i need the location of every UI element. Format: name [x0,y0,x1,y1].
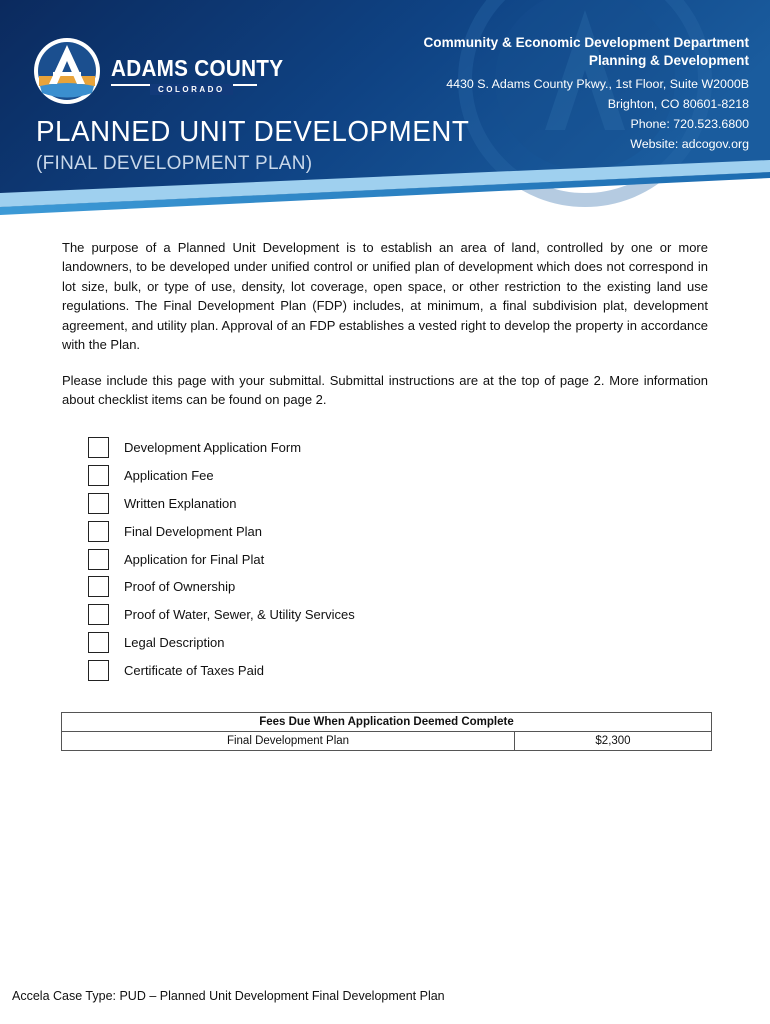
fee-table-header-row [62,713,712,732]
phone-number: Phone: 720.523.6800 [630,117,749,131]
fee-item: Final Development Plan [62,732,515,751]
accela-case-type: Accela Case Type: PUD – Planned Unit Development Final Development Plan [12,989,445,1003]
checklist-item [88,434,355,462]
intro-paragraph: The purpose of a Planned Unit Development is to establish an area of land, controlled by one or more landowners, to be developed under unified control or unified plan of development which does not correspond in lot size, bulk, or type of use, density, lot coverage, open space, or other restriction to the existing land use regulations. The Final Development Plan (FDP) includes, at minimum, a final subdivision plat, development agreement, and utility plan. Approval of an FDP establishes a vested right to develop the property in accordance with the Plan. [62,240,708,353]
checklist-item [88,462,355,490]
checklist-item [88,545,355,573]
checklist-item-label: Written Explanation [124,495,237,511]
checklist-item-label: Application Fee [124,468,214,484]
fee-amount: $2,300 [515,732,712,751]
checkbox[interactable] [88,465,109,486]
checklist-item-label: Proof of Ownership [124,579,236,595]
checklist-item [88,656,355,684]
fee-table-row [62,732,712,751]
fee-table [61,712,712,751]
checkbox[interactable] [88,632,109,653]
checklist-item [88,629,355,657]
checklist-item-label: Legal Description [124,634,225,650]
county-name: ADAMS COUNTY [111,55,284,81]
state-name: COLORADO [150,84,233,95]
contact-block [423,34,749,154]
website[interactable]: Website: adcogov.org [630,137,749,151]
checklist-item-label: Development Application Form [124,440,302,456]
street-address: 4430 S. Adams County Pkwy., 1st Floor, Suite W2000B [446,77,749,91]
adams-county-logo [32,36,102,106]
checkbox[interactable] [88,493,109,514]
header-banner [0,0,770,225]
checklist-item-label: Certificate of Taxes Paid [124,662,264,678]
checklist-item [88,573,355,601]
checklist-item [88,517,355,545]
division-name: Planning & Development [588,53,749,68]
checkbox[interactable] [88,549,109,570]
submittal-instructions: Please include this page with your submittal. Submittal instructions are at the top of page 2. More information about checklist items can be found on page 2. [62,373,708,408]
fee-table-heading: Fees Due When Application Deemed Complete [62,713,712,732]
checkbox[interactable] [88,604,109,625]
checklist-item-label: Final Development Plan [124,523,263,539]
checklist-item [88,490,355,518]
submittal-checklist [88,434,355,684]
page-subtitle: (FINAL DEVELOPMENT PLAN) [36,153,313,174]
checkbox[interactable] [88,521,109,542]
checkbox[interactable] [88,660,109,681]
page-title: PLANNED UNIT DEVELOPMENT [36,116,470,148]
checklist-item-label: Proof of Water, Sewer, & Utility Services [124,607,355,623]
checkbox[interactable] [88,576,109,597]
city-state-zip: Brighton, CO 80601-8218 [607,97,749,111]
department-name: Community & Economic Development Department [423,35,749,50]
checklist-item [88,601,355,629]
checkbox[interactable] [88,437,109,458]
checklist-item-label: Application for Final Plat [124,551,265,567]
